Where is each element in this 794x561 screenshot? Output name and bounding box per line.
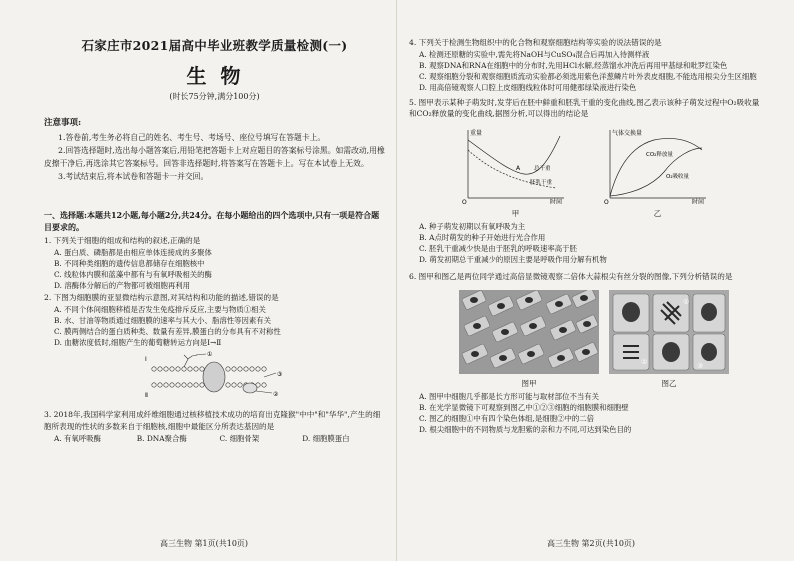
- question-4-option-b: B. 观察DNA和RNA在细胞中的分布时,先用HCl水解,经蒸馏水冲洗后再用甲基绿和吡罗红染色: [419, 61, 728, 71]
- chart-jia-point-a: A: [515, 164, 520, 172]
- chart-yi-origin: O: [603, 198, 609, 204]
- question-1-option-a: A. 蛋白质、磷脂都是由相应单体连接成的多聚体: [54, 248, 212, 258]
- micrograph-yi: [609, 290, 729, 374]
- photo-label-3: ③: [697, 361, 704, 370]
- question-5-option-b: B. A点时萌发的种子开始进行光合作用: [419, 232, 546, 242]
- note-1: 1.答卷前,考生务必将自己的姓名、考生号、考场号、座位号填写在答题卡上。: [58, 133, 326, 142]
- diagram-label-top: Ⅰ: [145, 356, 147, 364]
- page-right: [397, 0, 794, 561]
- exam-title: 石家庄市2021届高中毕业班教学质量检测(一): [81, 38, 348, 53]
- question-1: [44, 235, 385, 291]
- question-1-stem: 1. 下列关于细胞的组成和结构的叙述,正确的是: [44, 236, 201, 245]
- chart-yi: [602, 126, 714, 204]
- question-4-stem: 4. 下列关于检测生物组织中的化合物和观察细胞结构等实验的说法错误的是: [409, 38, 662, 47]
- chart-jia-origin: O: [461, 198, 467, 204]
- question-5: [409, 97, 764, 264]
- question-4-option-c: C. 观察细胞分裂和观察细胞质流动实验都必须选用紫色洋葱鳞片叶外表皮细胞,不能选用根尖分生区细胞: [419, 72, 757, 82]
- question-6-stem: 6. 图甲和图乙是两位同学通过高倍显微镜观察二倍体大蒜根尖有丝分裂的图像,下列分析错误的是: [409, 271, 733, 281]
- question-2-option-d: D. 血糖浓度低时,细胞产生的葡萄糖转运方向是Ⅰ→Ⅱ: [54, 338, 222, 348]
- question-5-stem: 5. 图甲表示某种子萌发时,发芽后在胚中鲜重和胚乳干重的变化曲线,图乙表示该种子萌发过程中O₂吸收量和CO₂释放量的变化曲线,据图分析,可以得出的结论是: [409, 98, 760, 119]
- question-2-stem: 2. 下图为细胞膜的亚显微结构示意图,对其结构和功能的描述,错误的是: [44, 293, 279, 303]
- photo-label-2: ②: [641, 357, 648, 366]
- question-6-option-b: B. 在光学显微镜下可观察到图乙中①②③细胞的细胞膜和细胞壁: [419, 402, 629, 412]
- chart-yi-y-label: 气体交换量: [611, 129, 642, 137]
- section-heading: 一、选择题:本题共12小题,每小题2分,共24分。在每小题给出的四个选项中,只有一项是符合题目要求的。: [44, 210, 380, 232]
- diagram-label-3: ③: [277, 371, 283, 379]
- chart-yi-series-o2: O₂吸收量: [665, 173, 689, 180]
- question-2-option-b: B. 水、甘油等物质通过细胞膜的速率与其大小、脂溶性等因素有关: [54, 316, 272, 326]
- glycoprotein-chain: [184, 355, 197, 367]
- question-1-option-b: B. 不同种类细胞的遗传信息都储存在细胞核中: [54, 259, 205, 269]
- diagram-label-1: ①: [207, 351, 213, 359]
- figure-yi: [602, 126, 714, 219]
- chart-jia-series-endosperm: 胚乳干重: [529, 179, 552, 186]
- question-1-option-d: D. 溶酶体分解后的产物都可被细胞再利用: [54, 281, 191, 291]
- photo-yi-block: [609, 290, 729, 389]
- question-5-figures: [409, 126, 764, 219]
- photo-jia-block: [459, 290, 599, 389]
- question-2-option-a: A. 不同个体间细胞移植是否发生免疫排斥反应,主要与物质①相关: [54, 305, 266, 315]
- micrograph-jia: [459, 290, 599, 374]
- question-1-option-c: C. 线粒体内膜和蓝藻中都有与有氧呼吸相关的酶: [54, 270, 212, 280]
- question-6-photos: [459, 290, 764, 389]
- question-5-option-a: A. 种子萌发初期以有氧呼吸为主: [419, 221, 526, 231]
- question-3-stem: 3. 2018年,我国科学家利用成纤维细胞通过核移植技术成功的培育出克隆猴"中中"和"华华",产生的细胞所表现的性状的多数来自于细胞核,细胞中最能区分所表达基因的是: [44, 410, 381, 431]
- exam-duration: (时长75分钟,满分100分): [169, 92, 260, 101]
- question-5-option-c: C. 胚乳干重减少快是由于胚乳的呼吸速率高于胚: [419, 243, 577, 253]
- question-6-option-d: D. 根尖细胞中的不同物质与龙胆紫的亲和力不同,可达到染色目的: [419, 424, 632, 434]
- chart-jia: [460, 126, 572, 204]
- question-3-options: [44, 433, 385, 444]
- chart-yi-series-co2: CO₂释放量: [645, 151, 673, 158]
- question-6: [409, 271, 764, 435]
- question-3-option-b: B. DNA聚合酶: [136, 433, 187, 443]
- question-4: [409, 37, 764, 93]
- subject-title: 生物: [186, 64, 255, 88]
- chart-yi-caption: 乙: [653, 208, 662, 218]
- chart-jia-series-total: 总干重: [533, 165, 551, 172]
- notes-heading: 注意事项:: [44, 118, 82, 128]
- question-5-option-d: D. 萌发初期总干重减少的原因主要是呼吸作用分解有机物: [419, 254, 607, 264]
- question-4-option-a: A. 检测还原糖的实验中,需先将NaOH与CuSO₄混合后再加入待测样液: [419, 50, 650, 60]
- chart-jia-x-label: 时间: [549, 198, 562, 204]
- membrane-protein: [203, 362, 225, 392]
- note-3: 3.考试结束后,将本试卷和答题卡一并交回。: [58, 172, 209, 181]
- question-6-option-a: A. 图甲中细胞几乎都是长方形可能与取材部位不当有关: [419, 391, 600, 401]
- question-3-option-a: A. 有氧呼吸酶: [54, 433, 101, 443]
- question-4-option-d: D. 用高倍镜观察人口腔上皮细胞线粒体时可用健那绿染液进行染色: [419, 83, 637, 93]
- photo-label-1: ①: [683, 297, 690, 306]
- question-2-option-c: C. 膜两侧结合的蛋白质种类、数量有差异,膜蛋白的分布具有不对称性: [54, 327, 281, 337]
- question-3-option-d: D. 细胞膜蛋白: [302, 433, 350, 443]
- membrane-protein-small: [243, 383, 257, 393]
- diagram-label-bottom: Ⅱ: [145, 392, 148, 400]
- figure-jia: [460, 126, 572, 219]
- chart-jia-caption: 甲: [511, 208, 520, 218]
- footer-right: 高三生物 第2页(共10页): [547, 539, 636, 548]
- photo-jia-caption: 图甲: [521, 378, 537, 388]
- diagram-label-2: ②: [273, 391, 279, 399]
- question-6-option-c: C. 图乙的细胞①中有四个染色体组,是细胞②中的二倍: [419, 413, 595, 423]
- chart-yi-x-label: 时间: [691, 198, 704, 204]
- chart-jia-y-label: 重量: [469, 129, 482, 137]
- question-2: [44, 292, 385, 399]
- chart-yi-co2-release-line: [610, 138, 702, 196]
- footer-left: 高三生物 第1页(共10页): [160, 539, 249, 548]
- photo-yi-caption: 图乙: [661, 378, 677, 388]
- question-3-option-c: C. 细胞骨架: [219, 433, 260, 443]
- note-2: 2.回答选择题时,选出每小题答案后,用铅笔把答题卡上对应题目的答案标号涂黑。如需改动,用橡皮擦干净后,再选涂其它答案标号。回答非选择题时,将答案写在答题卡上。写在本试卷上无效。: [44, 146, 385, 168]
- question-3: [44, 409, 385, 443]
- membrane-diagram: [144, 351, 294, 399]
